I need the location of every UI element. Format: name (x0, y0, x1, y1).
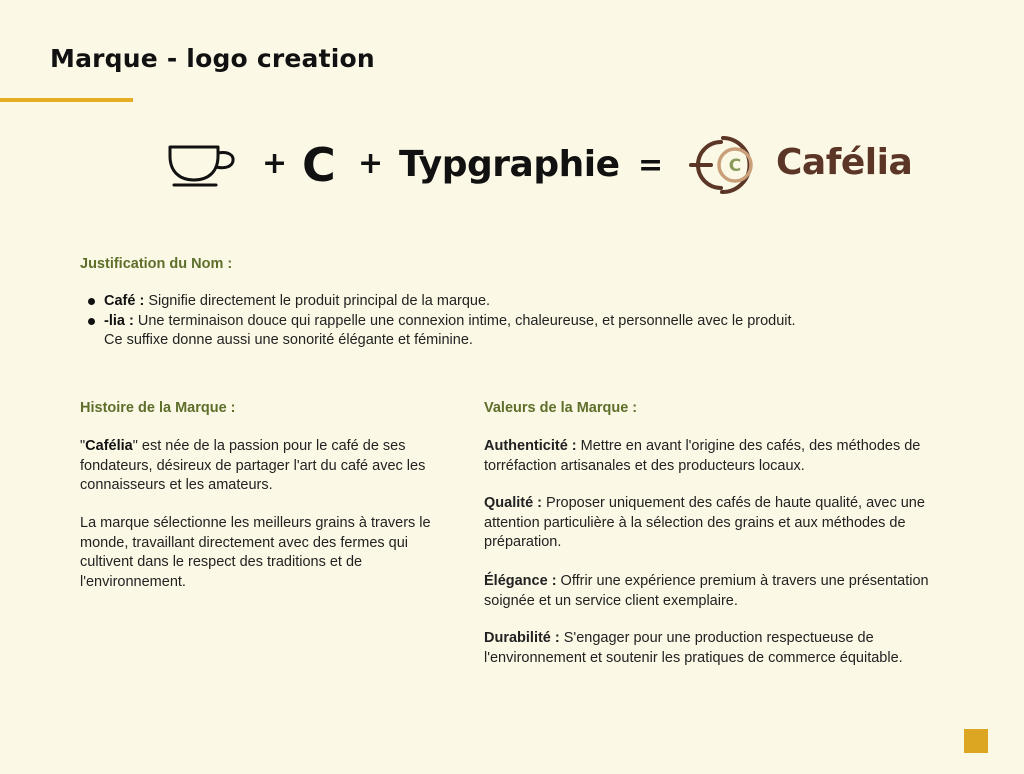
title-underline (0, 98, 133, 102)
term-text: Une terminaison douce qui rappelle une connexion intime, chaleureuse, et personnelle avec le produit. (133, 312, 796, 329)
plus-sign: + (358, 146, 384, 181)
histoire-paragraph (80, 437, 450, 496)
value-item (484, 437, 954, 476)
term-label: -lia : (104, 312, 134, 329)
logo-wordmark: Cafélia (776, 142, 913, 183)
open-quote: " (80, 438, 86, 454)
value-item (484, 629, 954, 668)
value-term: Durabilité : (484, 630, 560, 646)
plus-sign: + (262, 146, 288, 181)
coffee-cup-icon (166, 142, 238, 193)
list-item (86, 312, 886, 351)
value-text: Offrir une expérience premium à travers une présentation soignée et un service client exemplaire. (484, 573, 929, 609)
logo-initial: C (728, 156, 742, 176)
page-title: Marque - logo creation (50, 44, 375, 73)
value-item (484, 572, 954, 611)
value-text: Mettre en avant l'origine des cafés, des méthodes de torréfaction artisanales et des producteurs locaux. (484, 438, 921, 474)
paragraph-text: " est née de la passion pour le café de ses fondateurs, désireux de partager l'art du café avec les connaisseurs et les amateurs. (80, 438, 426, 493)
value-text: Proposer uniquement des cafés de haute qualité, avec une attention particulière à la sélection des grains et aux méthodes de préparation. (484, 495, 925, 550)
histoire-heading: Histoire de la Marque : (80, 400, 236, 416)
value-term: Authenticité : (484, 438, 577, 454)
corner-accent-square (964, 729, 988, 753)
typography-label: Typgraphie (399, 144, 620, 185)
equals-sign: = (638, 148, 664, 183)
justification-list (86, 292, 886, 351)
brand-name: Cafélia (85, 438, 133, 454)
value-text: S'engager pour une production respectueuse de l'environnement et soutenir les pratiques de commerce équitable. (484, 630, 903, 666)
term-text: Signifie directement le produit principal de la marque. (144, 293, 491, 309)
justification-heading: Justification du Nom : (80, 256, 233, 272)
histoire-paragraph: La marque sélectionne les meilleurs grains à travers le monde, travaillant directement avec des fermes qui cultivent dans le respect des traditions et de l'environnement. (80, 515, 431, 590)
cafelia-logo-icon (687, 132, 771, 203)
letter-c: C (302, 138, 336, 192)
value-term: Élégance : (484, 573, 557, 589)
term-label: Café : (104, 293, 145, 309)
term-continuation: Ce suffixe donne aussi une sonorité élégante et féminine. (104, 332, 473, 348)
list-item (86, 292, 886, 312)
value-term: Qualité : (484, 495, 543, 511)
logo-equation (0, 130, 1024, 210)
value-item (484, 494, 954, 553)
valeurs-heading: Valeurs de la Marque : (484, 400, 638, 416)
